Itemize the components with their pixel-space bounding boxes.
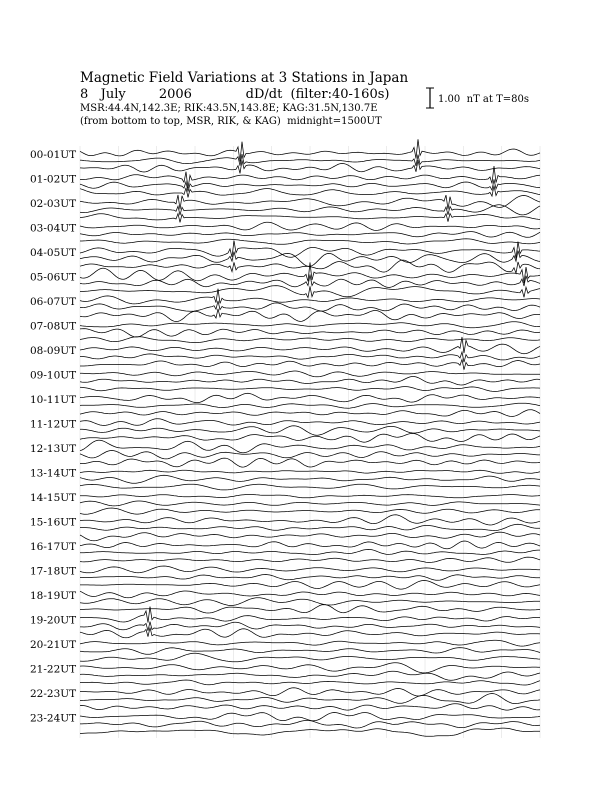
minute-grid — [80, 146, 540, 738]
hour-label: 01-02UT — [30, 173, 77, 186]
hour-label: 18-19UT — [30, 590, 77, 602]
station-coordinates: MSR:44.4N,142.3E; RIK:43.5N,143.8E; KAG:31.5N,130.7E — [80, 103, 378, 114]
scale-bar — [426, 88, 434, 108]
hour-label: 19-20UT — [30, 614, 77, 627]
chart-title: Magnetic Field Variations at 3 Stations in Japan — [80, 70, 409, 86]
hour-label: 08-09UT — [30, 345, 77, 357]
hour-labels — [30, 149, 76, 725]
hour-label: 06-07UT — [30, 296, 77, 308]
hour-label: 09-10UT — [30, 369, 77, 382]
hour-label: 22-23UT — [30, 688, 77, 700]
hour-label: 04-05UT — [30, 247, 77, 259]
hour-label: 11-12UT — [30, 418, 77, 431]
hour-label: 23-24UT — [30, 712, 77, 725]
hour-label: 21-22UT — [30, 663, 77, 676]
hour-label: 05-06UT — [30, 271, 77, 284]
date-filter-line: 8 July 2006 dD/dt (filter:40-160s) — [80, 87, 390, 102]
hour-label: 10-11UT — [30, 394, 77, 406]
station-order-note: (from bottom to top, MSR, RIK, & KAG) midnight=1500UT — [80, 116, 382, 127]
hour-label: 07-08UT — [30, 320, 77, 333]
hour-label: 02-03UT — [30, 198, 77, 210]
hour-label: 15-16UT — [30, 516, 77, 529]
hour-label: 12-13UT — [30, 443, 77, 455]
hour-label: 14-15UT — [30, 492, 77, 504]
hour-label: 00-01UT — [30, 149, 77, 161]
hour-label: 16-17UT — [30, 541, 77, 553]
hour-label: 20-21UT — [30, 639, 77, 651]
hour-label: 13-14UT — [30, 467, 77, 480]
scale-label: 1.00 nT at T=80s — [438, 94, 529, 105]
hour-label: 17-18UT — [30, 565, 77, 578]
hour-label: 03-04UT — [30, 222, 77, 235]
